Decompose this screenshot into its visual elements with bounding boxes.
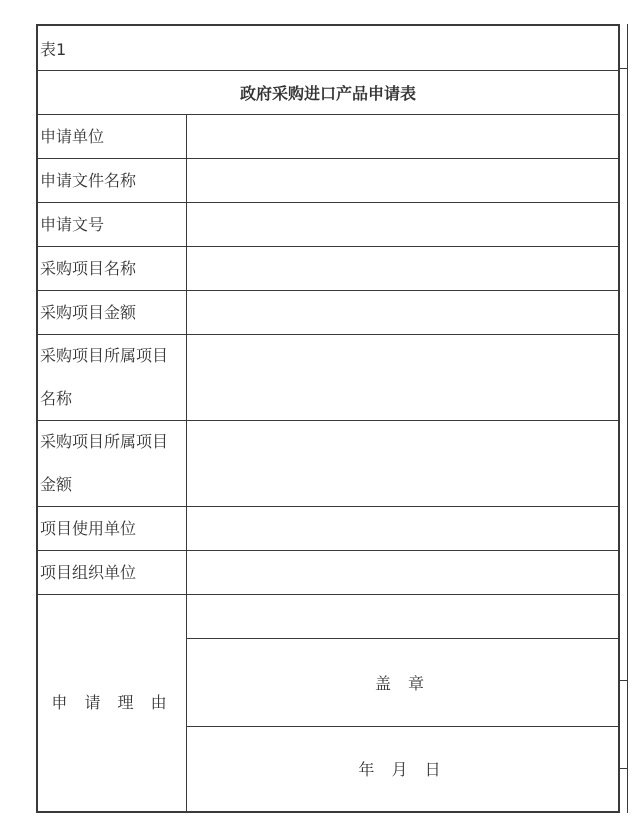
row-label: 申请文件名称 [38,158,187,202]
row-label-multiline [38,420,187,506]
row-value-field [187,246,618,290]
form-title: 政府采购进口产品申请表 [239,83,416,103]
row-value-field [187,420,618,506]
application-form-table [36,24,620,813]
row-label-line2: 金额 [40,475,73,494]
row-value-field [187,506,618,550]
row-label-line2: 名称 [40,389,73,408]
row-label: 申请单位 [38,114,187,158]
row-value-field [187,114,618,158]
form-row-applicant [38,114,618,159]
date-cell [187,726,618,811]
form-row-parent-project-amount [38,420,618,507]
reason-text-field [187,594,618,639]
form-row-document-number [38,202,618,247]
reason-label: 申 请 理 由 [38,594,187,811]
title-row [38,70,618,115]
row-label: 采购项目金额 [38,290,187,334]
reason-area [187,594,618,811]
right-border-tick [620,680,628,681]
row-label-multiline [38,334,187,420]
seal-cell [187,638,618,727]
seal-label: 盖 章 [374,673,431,693]
row-value-field [187,158,618,202]
row-value-field [187,550,618,594]
form-row-project-amount [38,290,618,335]
form-row-reason [38,594,618,811]
row-label: 项目组织单位 [38,550,187,594]
form-row-user-unit [38,506,618,551]
row-label-line1: 采购项目所属项目 [40,346,169,365]
form-row-project-name [38,246,618,291]
row-label-line1: 采购项目所属项目 [40,432,169,451]
right-border-tick [620,68,628,69]
row-label: 申请文号 [38,202,187,246]
date-label: 年 月 日 [358,760,447,779]
table-number-row [38,26,618,71]
row-value-field [187,290,618,334]
row-label: 采购项目名称 [38,246,187,290]
form-row-document-name [38,158,618,203]
row-value-field [187,202,618,246]
form-row-parent-project-name [38,334,618,421]
row-value-field [187,334,618,420]
right-border-column [620,24,628,813]
form-row-organizer-unit [38,550,618,595]
row-label: 项目使用单位 [38,506,187,550]
table-number: 表1 [40,39,67,59]
right-border-tick [620,768,628,769]
